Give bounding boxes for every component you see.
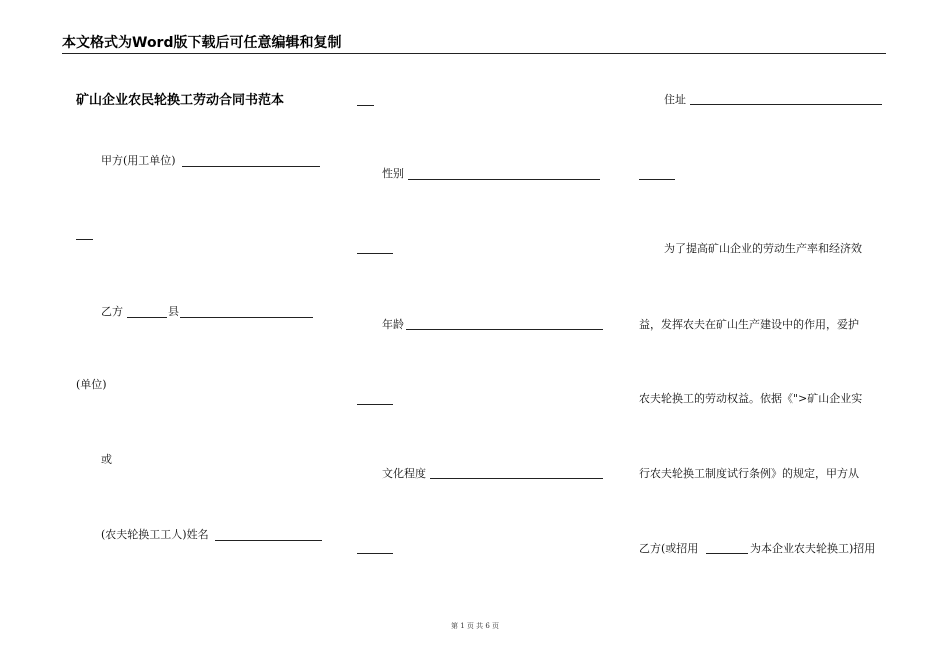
paragraph-line-1: 为了提高矿山企业的劳动生产率和经济效 [664, 242, 862, 255]
header-text: 本文格式为Word版下载后可任意编辑和复制 [62, 35, 342, 51]
education-blank [430, 478, 603, 479]
or-label: 或 [101, 453, 112, 466]
address-blank-continued [639, 179, 675, 180]
party-b-county-blank [127, 317, 167, 318]
party-a-blank-continued [76, 239, 93, 240]
page-header [62, 34, 886, 54]
party-b-label: 乙方 [101, 305, 123, 318]
party-a-blank [182, 166, 320, 167]
address-label: 住址 [664, 93, 686, 106]
paragraph-line-5a: 乙方(或招用 [639, 542, 699, 555]
paragraph-line-4: 行农夫轮换工制度试行条例》的规定，甲方从 [639, 467, 859, 480]
education-blank-continued [357, 553, 393, 554]
paragraph-line-5b: 为本企业农夫轮换工)招用 [750, 542, 876, 555]
age-blank-continued [357, 404, 393, 405]
age-blank [406, 329, 603, 330]
education-label: 文化程度 [382, 467, 426, 480]
worker-name-label: (农夫轮换工工人)姓名 [101, 528, 209, 541]
paragraph-line-3: 农夫轮换工的劳动权益。依据《">矿山企业实 [639, 392, 863, 405]
address-blank [690, 104, 882, 105]
gender-blank-continued [357, 253, 393, 254]
col2-top-blank [357, 105, 374, 106]
recruit-blank [706, 553, 748, 554]
worker-name-blank [215, 540, 322, 541]
age-label: 年龄 [382, 318, 404, 331]
party-b-address-blank [180, 317, 313, 318]
gender-label: 性别 [382, 167, 404, 180]
document-title: 矿山企业农民轮换工劳动合同书范本 [76, 93, 285, 108]
county-label: 县 [168, 305, 179, 318]
gender-blank [408, 179, 600, 180]
party-a-label: 甲方(用工单位) [101, 154, 176, 167]
paragraph-line-2: 益，发挥农夫在矿山生产建设中的作用，爱护 [639, 318, 859, 331]
unit-label: (单位) [76, 378, 107, 391]
page-footer: 第 1 页 共 6 页 [450, 622, 500, 630]
